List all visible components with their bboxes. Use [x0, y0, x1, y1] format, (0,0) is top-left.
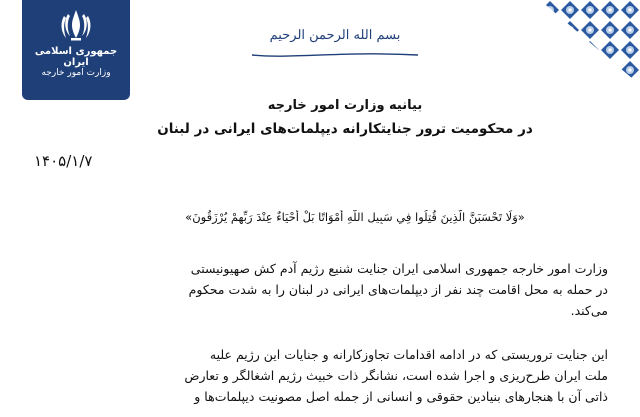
decorative-tile-pattern [540, 0, 640, 85]
emblem-ministry-name: وزارت امور خارجه [41, 68, 111, 78]
ministry-emblem [22, 0, 130, 100]
calligraphy-flourish [250, 50, 420, 60]
statement-date: ۱۴۰۵/۱/۷ [34, 152, 93, 170]
paragraph-line: می‌کند. [570, 303, 608, 318]
quran-verse: «وَلَا تَحْسَبَنَّ الَّذِينَ قُتِلُوا فِي سَبِيلِ اللَّهِ أَمْوَاتًا بَلْ أَحْيَاءٌ عِنْدَ رَبِّهِمْ يُرْزَقُونَ» [185, 210, 525, 224]
paragraph-line: وزارت امور خارجه جمهوری اسلامی ایران جنایت شنیع رژیم آدم کش صهیونیستی [190, 261, 608, 276]
paragraph-line: این جنایت تروریستی که در ادامه اقدامات تجاوزکارانه و جنایات این رژیم علیه [209, 347, 608, 362]
paragraph-line: ملت ایران طرح‌ریزی و اجرا شده است، نشانگر ذات خبیث رژیم اشغالگر و تعارض [184, 368, 608, 383]
statement-title: بیانیه وزارت امور خارجه [267, 98, 423, 113]
body-paragraph-2 [34, 344, 608, 407]
iran-emblem-icon [60, 8, 92, 42]
bismillah-calligraphy: بسم الله الرحمن الرحیم [269, 28, 401, 43]
statement-subtitle: در محکومیت ترور جنایتکارانه دیپلمات‌های ایرانی در لبنان [157, 121, 533, 137]
emblem-country-name: جمهوری اسلامی ایران [34, 46, 118, 68]
body-paragraph-1 [34, 258, 608, 321]
paragraph-line: ذاتی آن با هنجارهای بنیادین حقوقی و انسانی از جمله اصل مصونیت دیپلمات‌ها و [194, 389, 608, 404]
paragraph-line: در حمله به محل اقامت چند نفر از دیپلمات‌های ایرانی در لبنان را به شدت محکوم [188, 282, 608, 297]
